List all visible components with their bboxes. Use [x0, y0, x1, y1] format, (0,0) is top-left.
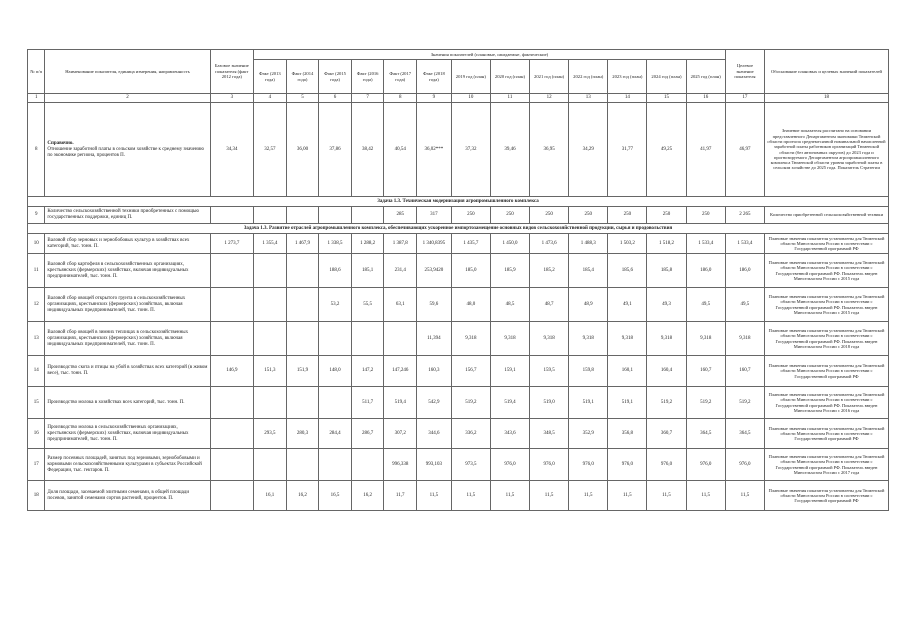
value-cell: [210, 387, 253, 419]
header-year: Факт (2016 года): [351, 60, 384, 94]
header-year: Факт (2015 года): [319, 60, 352, 94]
value-cell: 11,5: [647, 481, 686, 511]
value-cell: 519,2: [451, 387, 490, 419]
note-cell: Плановые значения показателя установлены для Тюменской области Минсельхозом России в соответствии с Государственной программой РФ. Показатель введен Минсельхозом России с 2016 года: [764, 387, 888, 419]
task-heading: Задача 1.3. Развитие отраслей агропромышленного комплекса, обеспечивающих ускоренное импортозамещение основных видов сельскохозяйственной продукции, сырья и продовольствия: [28, 224, 889, 234]
column-number: 3: [210, 94, 253, 103]
value-cell: 9,318: [490, 322, 529, 356]
value-cell: 1 288,2: [351, 234, 384, 254]
value-cell: 36,95: [530, 103, 569, 197]
value-cell: [286, 207, 319, 224]
value-cell: 186,0: [686, 254, 725, 288]
header-values-group: Значения показателей (плановые, ожидаемые, фактические): [254, 50, 726, 60]
value-cell: 31,77: [608, 103, 647, 197]
row-num: 15: [28, 387, 45, 419]
value-cell: 185,6: [608, 254, 647, 288]
value-cell: 34,29: [569, 103, 608, 197]
value-cell: [351, 322, 384, 356]
note-cell: Плановые значения показателя установлены для Тюменской области Минсельхозом России в соответствии с Государственной программой РФ: [764, 234, 888, 254]
table-row: [28, 322, 889, 356]
value-cell: 186,0: [725, 254, 764, 288]
value-cell: [384, 322, 417, 356]
value-cell: 34,34: [210, 103, 253, 197]
column-number: 15: [647, 94, 686, 103]
value-cell: 519,4: [384, 387, 417, 419]
row-name: Производство скота и птицы на убой в хозяйствах всех категорий (в живом весе), тыс. тонн. П.: [45, 356, 210, 387]
value-cell: 16,1: [254, 481, 287, 511]
value-cell: [254, 207, 287, 224]
column-number: 9: [417, 94, 452, 103]
value-cell: 63,1: [384, 288, 417, 322]
value-cell: 511,7: [351, 387, 384, 419]
value-cell: 519,2: [686, 387, 725, 419]
value-cell: [210, 254, 253, 288]
value-cell: 11,5: [490, 481, 529, 511]
value-cell: 993,103: [417, 449, 452, 481]
header-year: Факт (2013 года): [254, 60, 287, 94]
value-cell: 285: [384, 207, 417, 224]
document-sheet: [27, 49, 889, 511]
column-number: 8: [384, 94, 417, 103]
value-cell: 356,8: [608, 419, 647, 449]
value-cell: 49,1: [608, 288, 647, 322]
value-cell: 284,4: [319, 419, 352, 449]
value-cell: 352,9: [569, 419, 608, 449]
value-cell: 49,5: [725, 288, 764, 322]
column-number: 6: [319, 94, 352, 103]
value-cell: 250: [451, 207, 490, 224]
table-row: [28, 356, 889, 387]
value-cell: 9,318: [451, 322, 490, 356]
table-row: [28, 449, 889, 481]
value-cell: 160,4: [647, 356, 686, 387]
value-cell: 1 338,5: [319, 234, 352, 254]
column-number: 5: [286, 94, 319, 103]
value-cell: 159,5: [530, 356, 569, 387]
value-cell: 519,4: [490, 387, 529, 419]
note-cell: Плановые значения показателя установлены для Тюменской области Минсельхозом России в соответствии с Государственной программой РФ: [764, 356, 888, 387]
value-cell: [210, 419, 253, 449]
value-cell: 976,0: [725, 449, 764, 481]
header-year: 2021 год (план): [530, 60, 569, 94]
value-cell: 36,00: [286, 103, 319, 197]
value-cell: 147,246: [384, 356, 417, 387]
note-cell: Плановые значения показателя установлены для Тюменской области Минсельхозом России в соответствии с Государственной программой РФ. Показатель введен Минсельхозом России с 2017 года: [764, 449, 888, 481]
row-num: 14: [28, 356, 45, 387]
value-cell: 48,7: [530, 288, 569, 322]
row-name: Валовой сбор овощей в зимних теплицах в сельскохозяйственных организациях, крестьянских (фермерских) хозяйствах, включая индивидуальных предпринимателей, тыс. тонн. П.: [45, 322, 210, 356]
table-row: [28, 419, 889, 449]
value-cell: 11,5: [725, 481, 764, 511]
value-cell: 231,4: [384, 254, 417, 288]
value-cell: 146,9: [210, 356, 253, 387]
row-num: 17: [28, 449, 45, 481]
row-name: Производство молока в хозяйствах всех категорий, тыс. тонн. П.: [45, 387, 210, 419]
value-cell: 973,5: [451, 449, 490, 481]
value-cell: [286, 449, 319, 481]
value-cell: [210, 288, 253, 322]
value-cell: 49,25: [647, 103, 686, 197]
value-cell: 36,02***: [417, 103, 452, 197]
value-cell: 48,9: [569, 288, 608, 322]
header-year: 2022 год (план): [569, 60, 608, 94]
table-row: [28, 288, 889, 322]
value-cell: 976,0: [686, 449, 725, 481]
value-cell: 159,8: [569, 356, 608, 387]
task-heading: Задача 1.3. Техническая модернизация агропромышленного комплекса: [28, 197, 889, 207]
value-cell: 185,2: [530, 254, 569, 288]
row-name: Валовой сбор картофеля в сельскохозяйственных организациях, крестьянских (фермерских) хозяйствах, включая индивидуальных предпринимателей, тыс. тонн. П.: [45, 254, 210, 288]
value-cell: 40,54: [384, 103, 417, 197]
value-cell: 250: [569, 207, 608, 224]
row-name: Валовой сбор овощей открытого грунта в сельскохозяйственных организациях, крестьянских (фермерских) хозяйствах, включая индивидуальных предпринимателей, тыс. тонн. П.: [45, 288, 210, 322]
row-name: [45, 103, 210, 197]
value-cell: 976,0: [647, 449, 686, 481]
column-number: 7: [351, 94, 384, 103]
header-year: 2020 год (план): [490, 60, 529, 94]
row-num: 18: [28, 481, 45, 511]
value-cell: 1 435,7: [451, 234, 490, 254]
value-cell: 160,3: [417, 356, 452, 387]
value-cell: 1 488,3: [569, 234, 608, 254]
row-num: 12: [28, 288, 45, 322]
value-cell: 364,5: [725, 419, 764, 449]
value-cell: [286, 322, 319, 356]
value-cell: 336,2: [451, 419, 490, 449]
column-number: 2: [45, 94, 210, 103]
header-year: 2024 год (план): [647, 60, 686, 94]
value-cell: 185,4: [569, 254, 608, 288]
value-cell: 1 467,9: [286, 234, 319, 254]
value-cell: [351, 207, 384, 224]
value-cell: 11,5: [417, 481, 452, 511]
value-cell: 1 387,8: [384, 234, 417, 254]
column-number: 17: [725, 94, 764, 103]
table-row: [28, 207, 889, 224]
note-cell: Значение показателя рассчитано на основании представленного Департаментом экономики Тюменской области прогноза среднемесячной номинальной начисленной заработной платы работников организаций Тюменской области (без автономных округов) до 2023 года и прогнозируемого Департаментом агропромышленного комплекса Тюменской области уровня заработной платы в сельском хозяйстве до 2025 года. Показатель Стратегии: [764, 103, 888, 197]
column-number: 10: [451, 94, 490, 103]
value-cell: [210, 481, 253, 511]
header-year: 2019 год (план): [451, 60, 490, 94]
value-cell: 344,6: [417, 419, 452, 449]
table-row: [28, 234, 889, 254]
value-cell: 151,9: [286, 356, 319, 387]
value-cell: 160,7: [686, 356, 725, 387]
value-cell: 1 533,4: [725, 234, 764, 254]
value-cell: 32,57: [254, 103, 287, 197]
column-number: 12: [530, 94, 569, 103]
value-cell: 55,5: [351, 288, 384, 322]
value-cell: 48,5: [490, 288, 529, 322]
value-cell: 286,7: [351, 419, 384, 449]
value-cell: 250: [647, 207, 686, 224]
header-year: 2025 год (план): [686, 60, 725, 94]
value-cell: 542,9: [417, 387, 452, 419]
value-cell: [319, 207, 352, 224]
note-cell: Плановые значения показателя установлены для Тюменской области Минсельхозом России в соответствии с Государственной программой РФ: [764, 481, 888, 511]
header-base: Базовое значение показателя (факт 2012 года): [210, 50, 253, 94]
value-cell: 317: [417, 207, 452, 224]
column-number: 4: [254, 94, 287, 103]
header-year: Факт (2014 года): [286, 60, 319, 94]
header-target: Целевое значение показателя: [725, 50, 764, 94]
value-cell: [210, 322, 253, 356]
value-cell: [286, 288, 319, 322]
value-cell: 185,1: [351, 254, 384, 288]
value-cell: [254, 254, 287, 288]
value-cell: 360,7: [647, 419, 686, 449]
note-cell: Количество приобретенной сельскохозяйственной техники: [764, 207, 888, 224]
value-cell: [210, 449, 253, 481]
value-cell: 16,2: [351, 481, 384, 511]
value-cell: 9,318: [530, 322, 569, 356]
row-num: 16: [28, 419, 45, 449]
section-row: [28, 197, 889, 207]
value-cell: [286, 254, 319, 288]
value-cell: 1 355,4: [254, 234, 287, 254]
row-name: Размер посевных площадей, занятых под зерновыми, зернобобовыми и кормовыми сельскохозяйственными культурами в субъектах Российской Федерации, тыс. гектаров. П.: [45, 449, 210, 481]
value-cell: 519,2: [725, 387, 764, 419]
row-num: 10: [28, 234, 45, 254]
value-cell: 53,2: [319, 288, 352, 322]
table-row: [28, 103, 889, 197]
value-cell: 1 450,0: [490, 234, 529, 254]
column-number: 18: [764, 94, 888, 103]
column-number: 16: [686, 94, 725, 103]
value-cell: 59,6: [417, 288, 452, 322]
value-cell: 16,5: [319, 481, 352, 511]
value-cell: 49,5: [686, 288, 725, 322]
value-cell: 250: [490, 207, 529, 224]
note-cell: Плановые значения показателя установлены для Тюменской области Минсельхозом России в соответствии с Государственной программой РФ. Показатель введен Минсельхозом России с 2018 года: [764, 322, 888, 356]
table-row: [28, 481, 889, 511]
value-cell: 9,318: [569, 322, 608, 356]
value-cell: 250: [530, 207, 569, 224]
value-cell: 39,46: [490, 103, 529, 197]
value-cell: 9,318: [608, 322, 647, 356]
value-cell: 11,5: [451, 481, 490, 511]
value-cell: 519,0: [530, 387, 569, 419]
value-cell: 9,318: [647, 322, 686, 356]
note-cell: Плановые значения показателя установлены для Тюменской области Минсельхозом России в соответствии с Государственной программой РФ. Показатель введен Минсельхозом России с 2015 года: [764, 254, 888, 288]
header-num: № п/п: [28, 50, 45, 94]
note-cell: Плановые значения показателя установлены для Тюменской области Минсельхозом России в соответствии с Государственной программой РФ: [764, 419, 888, 449]
value-cell: 9,318: [686, 322, 725, 356]
value-cell: 519,1: [569, 387, 608, 419]
value-cell: 976,0: [569, 449, 608, 481]
value-cell: [319, 449, 352, 481]
value-cell: 343,6: [490, 419, 529, 449]
value-cell: 1 473,6: [530, 234, 569, 254]
value-cell: 1 533,4: [686, 234, 725, 254]
value-cell: 49,3: [647, 288, 686, 322]
value-cell: 16,2: [286, 481, 319, 511]
value-cell: 151,3: [254, 356, 287, 387]
value-cell: 519,1: [608, 387, 647, 419]
row-num: 13: [28, 322, 45, 356]
value-cell: 46,97: [725, 103, 764, 197]
row-num: 8: [28, 103, 45, 197]
value-cell: 976,0: [530, 449, 569, 481]
value-cell: 250: [608, 207, 647, 224]
value-cell: [319, 322, 352, 356]
value-cell: 37,86: [319, 103, 352, 197]
value-cell: [210, 207, 253, 224]
value-cell: [351, 449, 384, 481]
section-row: [28, 224, 889, 234]
value-cell: 1 340,8395: [417, 234, 452, 254]
value-cell: 307,2: [384, 419, 417, 449]
value-cell: 348,5: [530, 419, 569, 449]
row-name: Валовой сбор зерновых и зернобобовых культур в хозяйствах всех категорий, тыс. тонн. П.: [45, 234, 210, 254]
value-cell: 996,338: [384, 449, 417, 481]
value-cell: 364,5: [686, 419, 725, 449]
row-num: 9: [28, 207, 45, 224]
value-cell: 2 265: [725, 207, 764, 224]
row-name: Производство молока в сельскохозяйственных организациях, крестьянских (фермерских) хозяйствах, включая индивидуальных предпринимателей, тыс. тонн. П.: [45, 419, 210, 449]
header-note: Обоснование плановых и целевых значений показателей: [764, 50, 888, 94]
value-cell: 250: [686, 207, 725, 224]
note-cell: Плановые значения показателя установлены для Тюменской области Минсельхозом России в соответствии с Государственной программой РФ. Показатель введен Минсельхозом России с 2015 года: [764, 288, 888, 322]
value-cell: 41,97: [686, 103, 725, 197]
header-year: 2023 год (план): [608, 60, 647, 94]
value-cell: 185,0: [451, 254, 490, 288]
value-cell: 519,2: [647, 387, 686, 419]
value-cell: 11,5: [569, 481, 608, 511]
value-cell: 185,9: [490, 254, 529, 288]
table-row: [28, 254, 889, 288]
value-cell: 11,7: [384, 481, 417, 511]
row-name: Доля площади, засеваемой элитными семенами, в общей площади посевов, занятой семенами сортов растений, процентов. П.: [45, 481, 210, 511]
value-cell: 37,32: [451, 103, 490, 197]
value-cell: 280,3: [286, 419, 319, 449]
value-cell: 147,2: [351, 356, 384, 387]
value-cell: 159,1: [490, 356, 529, 387]
value-cell: 9,318: [725, 322, 764, 356]
value-cell: 1 503,2: [608, 234, 647, 254]
value-cell: [319, 387, 352, 419]
column-number: 14: [608, 94, 647, 103]
header-name: Наименование показателя, единица измерения, направленность: [45, 50, 210, 94]
value-cell: 293,5: [254, 419, 287, 449]
value-cell: 156,7: [451, 356, 490, 387]
value-cell: 253,9420: [417, 254, 452, 288]
value-cell: 1 273,7: [210, 234, 253, 254]
value-cell: [254, 322, 287, 356]
value-cell: 1 518,2: [647, 234, 686, 254]
column-number: 11: [490, 94, 529, 103]
value-cell: 11,5: [530, 481, 569, 511]
value-cell: 188,6: [319, 254, 352, 288]
row-name-title: Справочно.: [47, 140, 74, 146]
value-cell: 160,1: [608, 356, 647, 387]
row-name: Количество сельскохозяйственной техники приобретенных с помощью государственных поддержки, единиц П.: [45, 207, 210, 224]
value-cell: 148,0: [319, 356, 352, 387]
row-num: 11: [28, 254, 45, 288]
indicators-table: [27, 49, 889, 511]
value-cell: 48,0: [451, 288, 490, 322]
value-cell: [286, 387, 319, 419]
value-cell: 38,42: [351, 103, 384, 197]
column-number: 1: [28, 94, 45, 103]
value-cell: 160,7: [725, 356, 764, 387]
value-cell: 11,5: [608, 481, 647, 511]
value-cell: 11,394: [417, 322, 452, 356]
header-year: Факт (2017 года): [384, 60, 417, 94]
value-cell: 185,8: [647, 254, 686, 288]
header-year: Факт (2018 года): [417, 60, 452, 94]
value-cell: [254, 288, 287, 322]
row-name-text: Отношение заработной платы в сельском хозяйстве к среднему значению по экономике региона, процентов П.: [47, 146, 204, 158]
value-cell: [254, 387, 287, 419]
value-cell: 11,5: [686, 481, 725, 511]
table-row: [28, 387, 889, 419]
value-cell: 976,0: [608, 449, 647, 481]
column-number: 13: [569, 94, 608, 103]
value-cell: [254, 449, 287, 481]
value-cell: 976,0: [490, 449, 529, 481]
